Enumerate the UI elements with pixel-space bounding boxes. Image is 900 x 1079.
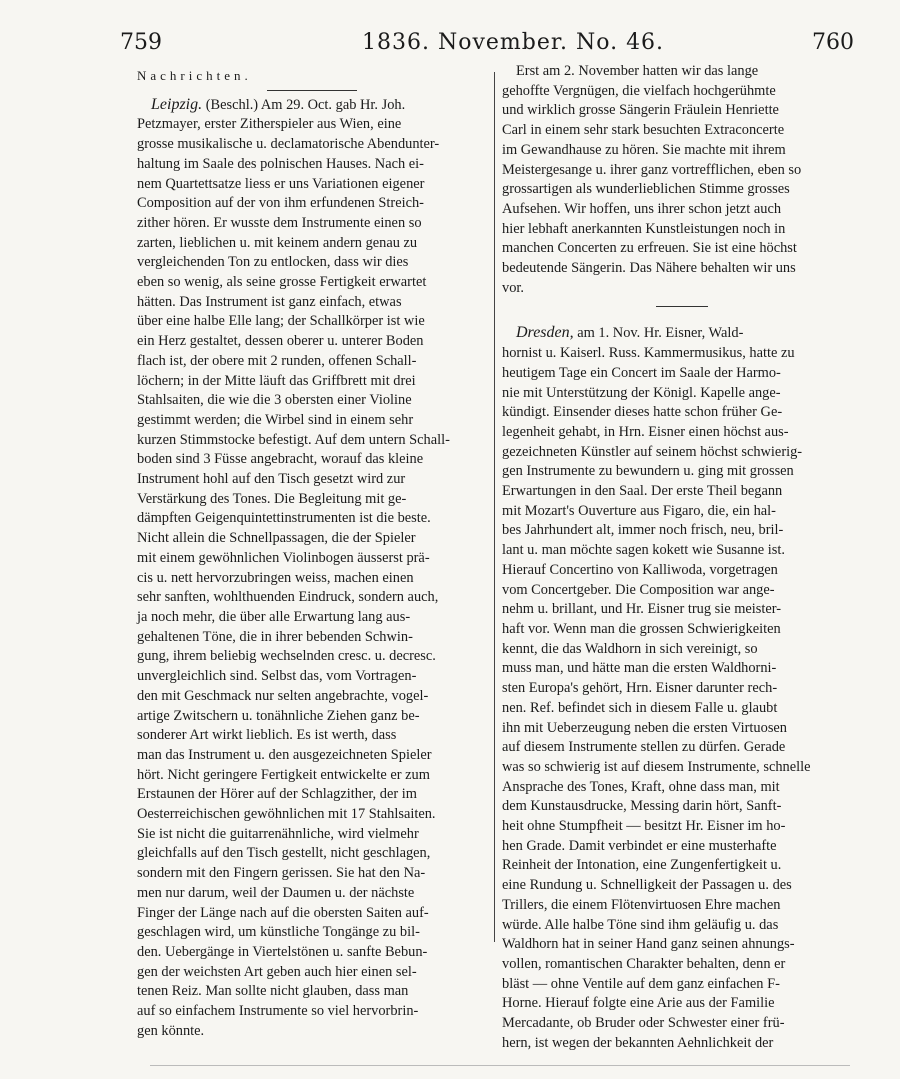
text-line: haltung im Saale des polnischen Hauses. Nach ei- — [137, 155, 424, 172]
text-line: gung, ihrem beliebig wechselnden cresc. u. decresc. — [137, 648, 436, 665]
text-line: Sie ist nicht die guitarrenähnliche, wird vielmehr — [137, 825, 419, 842]
text-line: Trillers, die einem Flötenvirtuosen Ehre machen — [502, 896, 781, 913]
text-line: sten Europa's gehört, Hrn. Eisner darunter rech- — [502, 680, 778, 697]
text-line: Stahlsaiten, die wie die 3 obersten einer Violine — [137, 392, 412, 409]
text-line: ein Herz gestaltet, dessen oberer u. unterer Boden — [137, 333, 424, 350]
text-line: vergleichenden Ton zu entlocken, dass wir dies — [137, 254, 409, 271]
text-line: heit ohne Stumpfheit — besitzt Hr. Eisner im ho- — [502, 818, 786, 835]
text-line: Composition auf der von ihm erfundenen Streich- — [137, 195, 424, 212]
text-line: ja noch mehr, die über alle Erwartung lang aus- — [137, 608, 411, 625]
text-line: artige Zwitschern u. tonähnliche Ziehen ganz be- — [137, 707, 420, 724]
text-line: hätten. Das Instrument ist ganz einfach, etwas — [137, 293, 402, 310]
right-column — [502, 62, 862, 1053]
text-line — [137, 95, 487, 116]
text-line: gehaltenen Töne, die in ihrer bebenden Schwin- — [137, 628, 413, 645]
text-line: hern, ist wegen der bekannten Aehnlichkeit der — [502, 1034, 774, 1051]
text-line: hier lebhaft anerkannten Kunstleistungen noch in — [502, 220, 786, 237]
text-line: Hierauf Concertino von Kalliwoda, vorgetragen — [502, 561, 778, 578]
text-line: bläst — ohne Ventile auf dem ganz einfachen F- — [502, 975, 780, 992]
text-line: gen könnte. — [137, 1022, 205, 1039]
text-line: grossartigen als wunderlieblichen Stimme grosses — [502, 181, 790, 198]
text-line: Aufsehen. Wir hoffen, uns ihrer schon jetzt auch — [502, 200, 782, 217]
text-line: lant u. man möchte sagen kokett wie Susanne ist. — [502, 542, 785, 559]
text-line: Petzmayer, erster Zitherspieler aus Wien, eine — [137, 116, 402, 133]
page-number-right: 760 — [812, 30, 854, 55]
text-line: hen Grade. Damit verbindet er eine musterhafte — [502, 837, 777, 854]
text-line: hornist u. Kaiserl. Russ. Kammermusikus, hatte zu — [502, 345, 795, 362]
text-line: zarten, lieblichen u. mit keinem andern genau zu — [137, 234, 418, 251]
text-line: Ansprache des Tones, Kraft, ohne dass man, mit — [502, 778, 780, 795]
text-line: nie mit Unterstützung der Königl. Kapelle ange- — [502, 384, 781, 401]
text-line: geschlagen wird, um künstliche Tongänge zu bil- — [137, 924, 420, 941]
text-line: vollen, romantischen Charakter behalten, denn er — [502, 955, 786, 972]
line-text: (Beschl.) Am 29. Oct. gab Hr. Joh. — [205, 96, 406, 113]
text-line: Erstaunen der Hörer auf der Schlagzither, der im — [137, 786, 417, 803]
column-divider — [494, 72, 495, 942]
text-line: Carl in einem sehr stark besuchten Extraconcerte — [502, 122, 785, 139]
text-line: flach ist, der obere mit 2 runden, offenen Schall- — [137, 352, 417, 369]
text-line: über eine halbe Elle lang; der Schallkörper ist wie — [137, 313, 425, 330]
text-line: muss man, und hätte man die ersten Waldhorni- — [502, 660, 777, 677]
text-line — [502, 323, 862, 344]
text-line: Erst am 2. November hatten wir das lange — [516, 63, 759, 79]
text-line: unvergleichlich sind. Selbst das, vom Vortragen- — [137, 668, 417, 685]
text-line: mit einem gewöhnlichen Violinbogen äusserst prä- — [137, 549, 430, 566]
text-line: tenen Reiz. Man sollte nicht glauben, dass man — [137, 983, 409, 1000]
text-line: zither hören. Er wusste dem Instrumente einen so — [137, 214, 422, 231]
text-line: manchen Concerten zu erfreuen. Sie ist eine höchst — [502, 240, 797, 257]
text-line: Mercadante, ob Bruder oder Schwester einer frü- — [502, 1015, 785, 1032]
text-line: gehoffte Vergnügen, die vielfach hochgerühmte — [502, 82, 776, 99]
text-line: Waldhorn hat in seiner Hand ganz seinen ahnungs- — [502, 936, 795, 953]
text-line: vom Concertgeber. Die Composition war ange- — [502, 581, 775, 598]
text-line: mit Mozart's Ouverture aus Figaro, die, ein hal- — [502, 502, 776, 519]
title-rule — [267, 90, 357, 91]
text-line: sehr sanften, wohlthuenden Eindruck, sondern auch, — [137, 589, 439, 606]
text-line: gen Instrumente zu bewundern u. ging mit grossen — [502, 463, 794, 480]
text-line: auf diesem Instrumente stellen zu dürfen. Gerade — [502, 739, 786, 756]
text-line: kennt, die das Waldhorn in sich vereinigt, so — [502, 640, 758, 657]
text-line: nen. Ref. befindet sich in diesem Falle u. glaubt — [502, 699, 778, 716]
text-line: eine Rundung u. Schnelligkeit der Passagen u. des — [502, 877, 792, 894]
text-line: Verstärkung des Tones. Die Begleitung mit ge- — [137, 490, 407, 507]
text-line: bedeutende Sängerin. Das Nähere behalten wir uns — [502, 260, 796, 277]
text-line: Nicht allein die Schnellpassagen, die der Spieler — [137, 530, 416, 547]
dresden-article — [502, 323, 862, 1053]
henriette-carl-paragraph — [502, 62, 862, 298]
text-line: Oesterreichischen gewöhnlichen mit 17 Stahlsaiten. — [137, 806, 436, 823]
text-line: dem Kunstausdrucke, Messing darin hört, Sanft- — [502, 798, 782, 815]
text-line: auf so einfachem Instrumente so viel hervorbrin- — [137, 1003, 419, 1020]
text-line: kündigt. Einsender dieses hatte schon früher Ge- — [502, 404, 783, 421]
text-line: nehm u. brillant, und Hr. Eisner trug sie meister- — [502, 601, 782, 618]
text-line: grosse musikalische u. declamatorische Abendunter- — [137, 136, 440, 153]
text-line: kurzen Stimmstocke befestigt. Auf dem untern Schall- — [137, 431, 450, 448]
text-line: im Gewandhause zu hören. Sie machte mit ihrem — [502, 141, 786, 158]
text-line: Erwartungen in den Saal. Der erste Theil begann — [502, 483, 783, 500]
place-name: Leipzig. — [151, 95, 203, 113]
text-line: eben so wenig, als seine grosse Fertigkeit erwartet — [137, 274, 427, 291]
text-line: den mit Geschmack nur selten angebrachte, vogel- — [137, 687, 429, 704]
text-line: vor. — [502, 279, 524, 296]
text-line: gezeichneten Künstler auf seinem höchst schwierig- — [502, 443, 803, 460]
text-line: was so schwierig ist auf diesem Instrumente, schnelle — [502, 758, 811, 775]
text-line: hört. Nicht geringere Fertigkeit entwickelte er zum — [137, 766, 430, 783]
text-line: Meistergesange u. ihrer ganz vortrefflichen, eben so — [502, 161, 802, 178]
leipzig-article — [137, 95, 487, 1042]
text-line: den. Uebergänge in Viertelstönen u. sanfte Bebun- — [137, 943, 428, 960]
line-text: am 1. Nov. Hr. Eisner, Wald- — [577, 325, 744, 342]
text-line: cis u. nett hervorzubringen weiss, machen einen — [137, 569, 414, 586]
text-line: löchern; in der Mitte läuft das Griffbrett mit drei — [137, 372, 416, 389]
issue-date-line: 1836. November. No. 46. — [362, 30, 665, 55]
text-line: gleichfalls auf den Tisch gestellt, nicht geschlagen, — [137, 845, 431, 862]
text-line: Finger der Länge nach auf die obersten Saiten auf- — [137, 904, 429, 921]
text-line: würde. Alle halbe Töne sind ihm geläufig u. das — [502, 916, 779, 933]
text-line: heutigem Tage ein Concert im Saale der Harmo- — [502, 364, 781, 381]
page-number-left: 759 — [120, 30, 162, 55]
text-line: dämpften Geigenquintettinstrumenten ist die beste. — [137, 510, 431, 527]
text-line: haft vor. Wenn man die grossen Schwierigkeiten — [502, 620, 781, 637]
text-line: man das Instrument u. den ausgezeichneten Spieler — [137, 746, 432, 763]
text-line: und wirklich grosse Sängerin Fräulein Henriette — [502, 102, 779, 119]
text-line: men nur darum, weil der Daumen u. der nächste — [137, 884, 415, 901]
text-line: gestimmt werden; die Wirbel sind in einem sehr — [137, 411, 414, 428]
text-line: ihn mit Ueberzeugung neben die ersten Virtuosen — [502, 719, 788, 736]
section-title: Nachrichten. — [137, 68, 252, 83]
text-line: bes Jahrhundert alt, immer noch frisch, neu, bril- — [502, 522, 784, 539]
text-line: gen der weichsten Art geben auch hier einen sel- — [137, 963, 417, 980]
place-name: Dresden, — [516, 324, 574, 342]
text-line: sondern mit den Fingern gerissen. Sie hat den Na- — [137, 865, 426, 882]
text-line: boden sind 3 Füsse angebracht, worauf das kleine — [137, 451, 424, 468]
page-bottom-edge — [150, 1065, 850, 1066]
text-line: legenheit gehabt, in Hrn. Eisner einen höchst aus- — [502, 423, 789, 440]
left-column — [137, 62, 487, 1041]
text-line: sonderer Art wirkt lieblich. Es ist werth, dass — [137, 727, 397, 744]
text-line: Horne. Hierauf folgte eine Arie aus der Familie — [502, 995, 775, 1012]
text-line: nem Quartettsatze liess er uns Variationen eigener — [137, 175, 425, 192]
text-line: Instrument hohl auf den Tisch gesetzt wird zur — [137, 471, 406, 488]
text-line: Reinheit der Intonation, eine Zungenfertigkeit u. — [502, 857, 782, 874]
article-separator — [656, 306, 708, 307]
